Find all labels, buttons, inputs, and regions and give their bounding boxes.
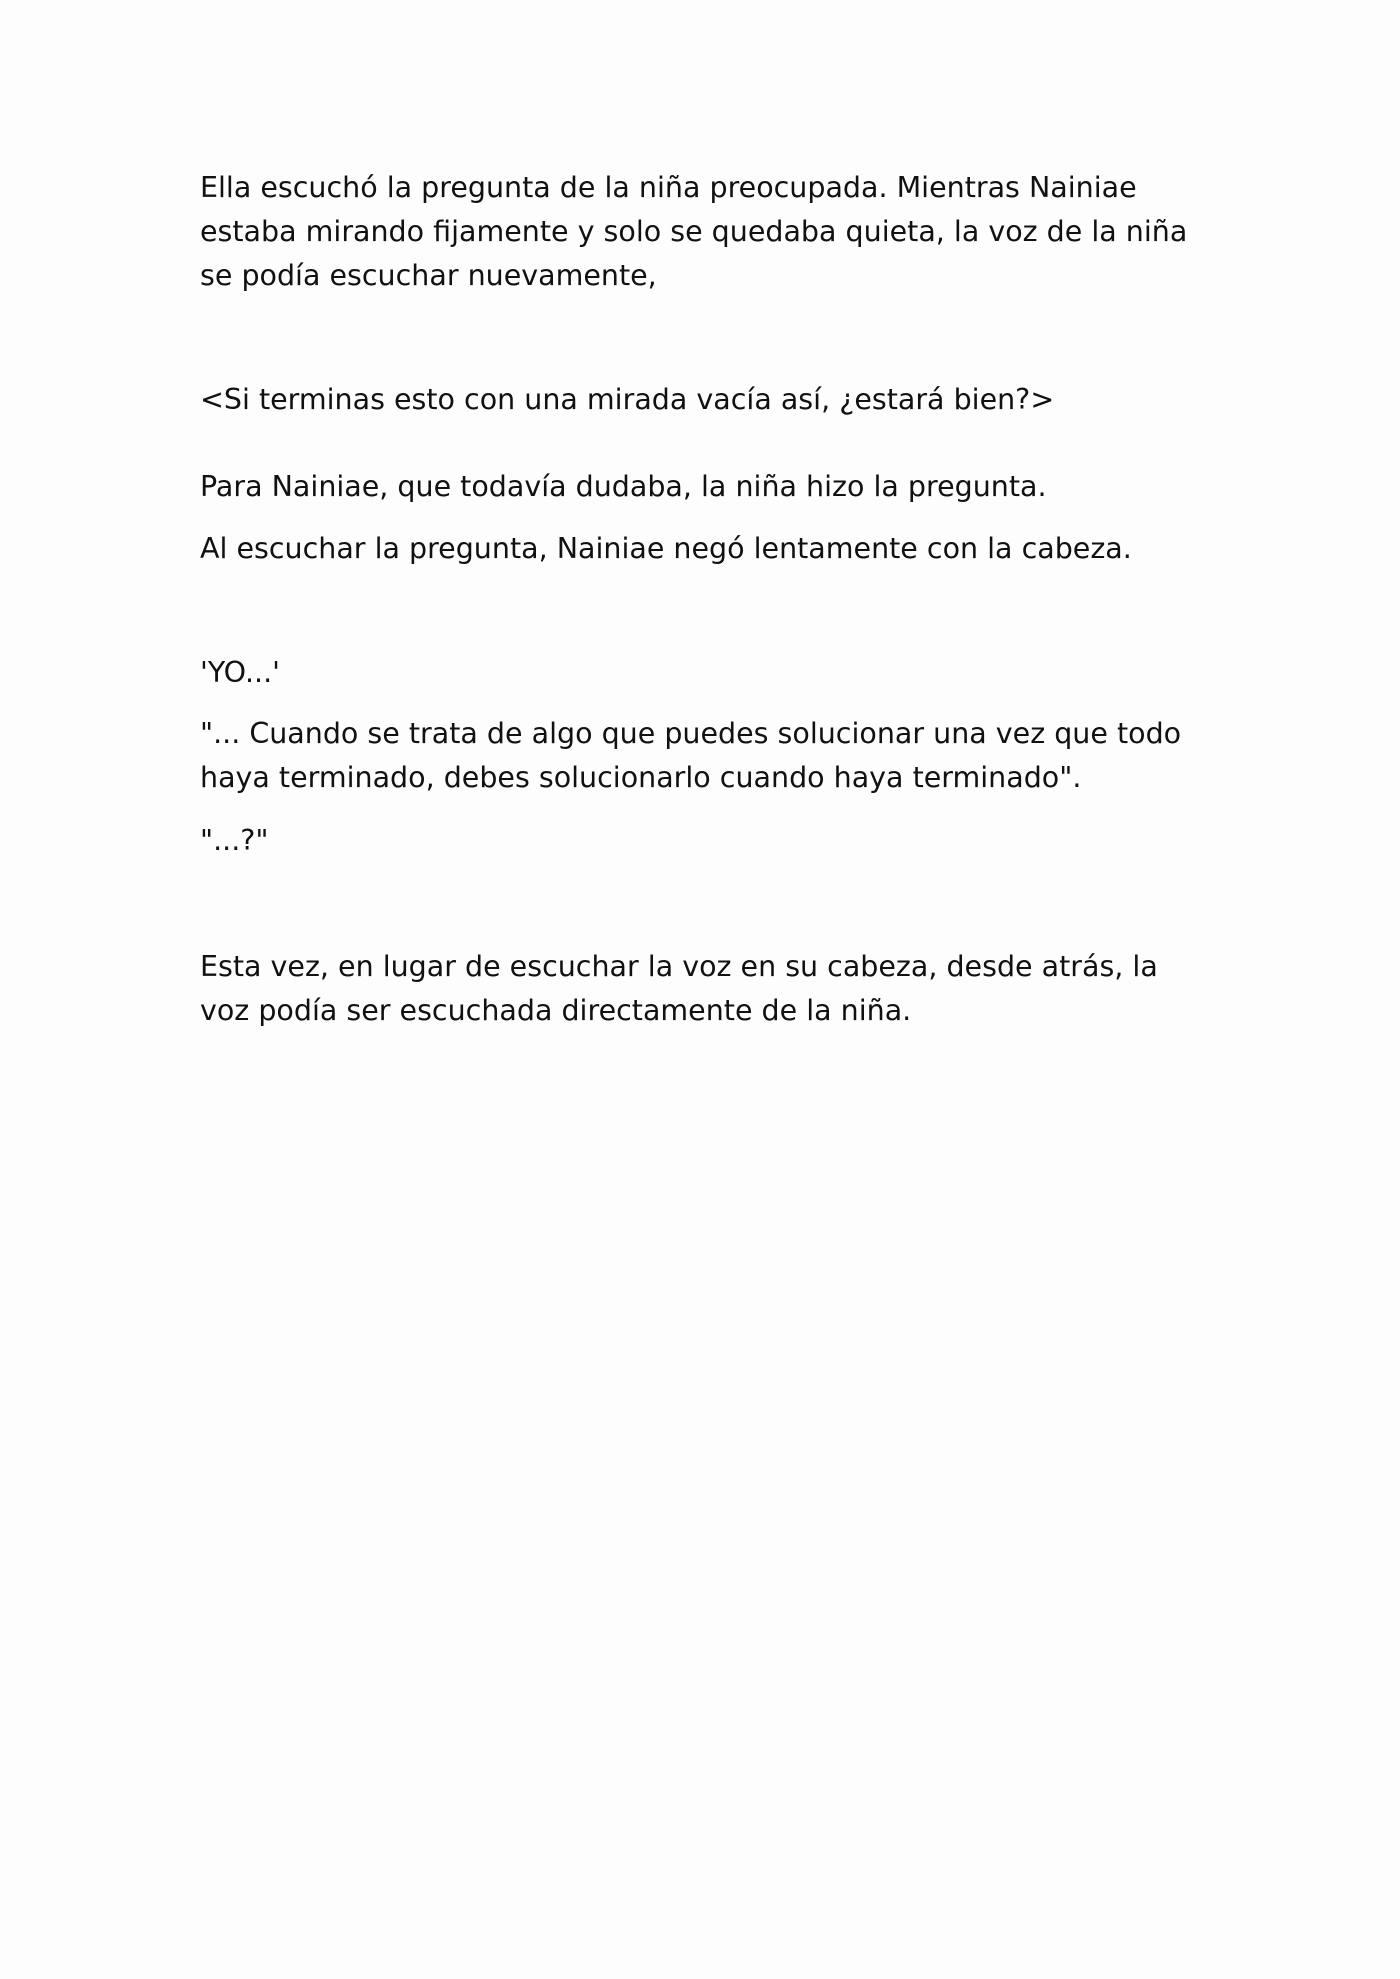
paragraph-7: "...?" [200, 824, 269, 857]
paragraph-3: Para Nainiae, que todavía dudaba, la niña hizo la pregunta. [200, 470, 1047, 503]
paragraph-8: Esta vez, en lugar de escuchar la voz en su cabeza, desde atrás, la voz podía ser escuchada directamente de la niña. [200, 950, 1158, 1027]
paragraph-6: "... Cuando se trata de algo que puedes solucionar una vez que todo haya terminado, debes solucionarlo cuando haya terminado". [200, 717, 1182, 794]
paragraph-5: 'YO...' [200, 656, 280, 689]
paragraph-4: Al escuchar la pregunta, Nainiae negó lentamente con la cabeza. [200, 532, 1132, 565]
paragraph-1: Ella escuchó la pregunta de la niña preocupada. Mientras Nainiae estaba mirando fijamente y solo se quedaba quieta, la voz de la niña se podía escuchar nuevamente, [200, 171, 1188, 292]
paragraph-2: <Si terminas esto con una mirada vacía así, ¿estará bien?> [200, 383, 1055, 416]
